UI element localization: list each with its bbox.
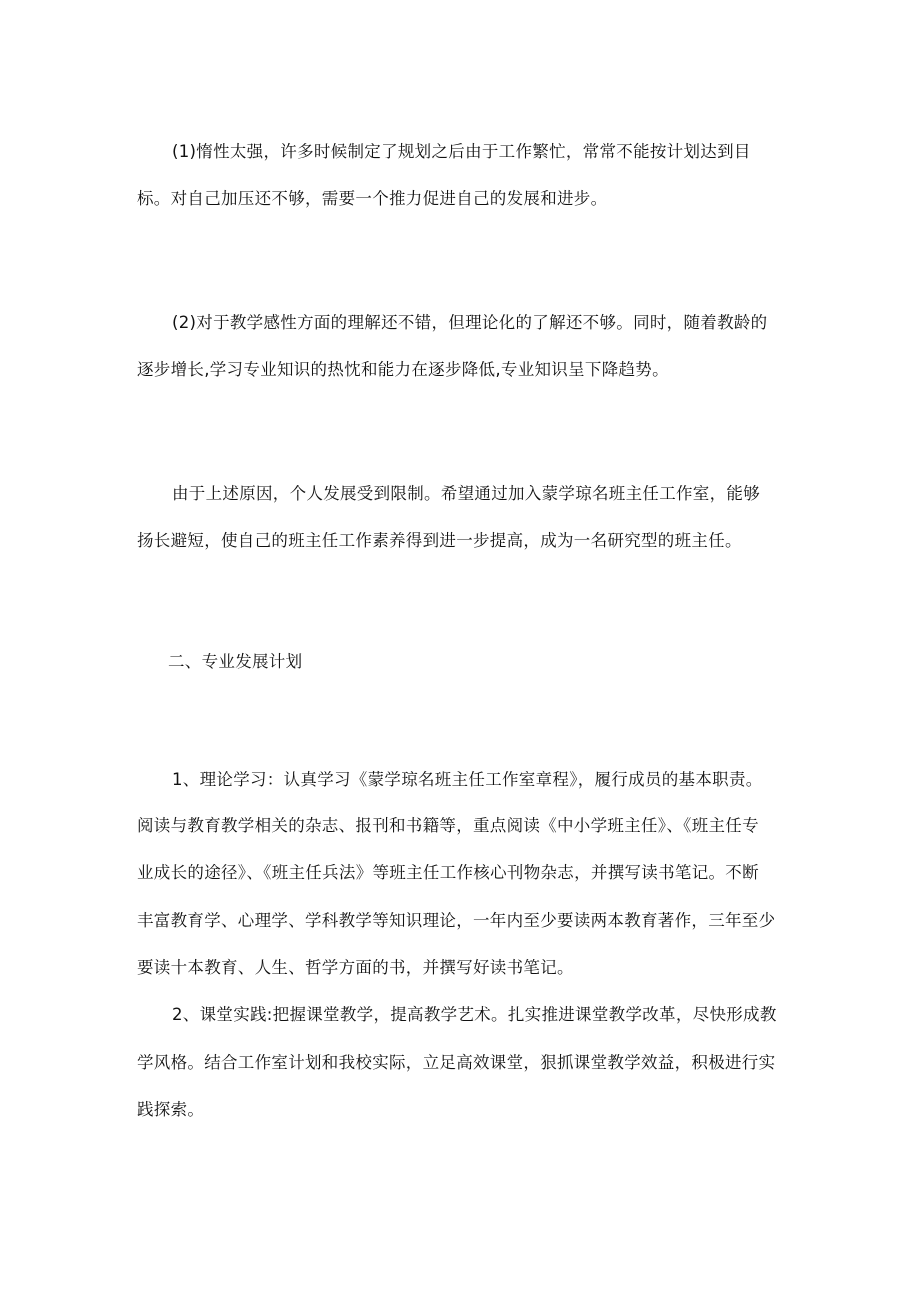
paragraph-line: 2、课堂实践:把握课堂教学，提高教学艺术。扎实推进课堂教学改革，尽快形成教 [172,1005,777,1024]
paragraph-line: 践探索。 [137,1100,205,1119]
paragraph-line: (1)惰性太强，许多时候制定了规划之后由于工作繁忙，常常不能按计划达到目 [172,142,751,161]
paragraph-line: 丰富教育学、心理学、学科教学等知识理论，一年内至少要读两本教育著作，三年至少 [137,911,776,930]
paragraph-line: 由于上述原因，个人发展受到限制。希望通过加入蒙学琼名班主任工作室，能够 [172,484,760,503]
heading-professional-development-plan: 二、专业发展计划 [168,652,303,671]
paragraph-line: 扬长避短，使自己的班主任工作素养得到进一步提高，成为一名研究型的班主任。 [137,531,742,550]
paragraph-line: 逐步增长,学习专业知识的热忱和能力在逐步降低,专业知识呈下降趋势。 [137,360,669,379]
paragraph-line: 学风格。结合工作室计划和我校实际，立足高效课堂，狠抓课堂教学效益，积极进行实 [137,1053,776,1072]
paragraph-line: 1、理论学习：认真学习《蒙学琼名班主任工作室章程》，履行成员的基本职责。 [172,770,763,789]
paragraph-line: 阅读与教育教学相关的杂志、报刊和书籍等，重点阅读《中小学班主任》、《班主任专 [137,816,759,835]
paragraph-line: 标。对自己加压还不够，需要一个推力促进自己的发展和进步。 [137,189,608,208]
paragraph-line: 要读十本教育、人生、哲学方面的书，并撰写好读书笔记。 [137,958,574,977]
paragraph-line: 业成长的途径》、《班主任兵法》等班主任工作核心刊物杂志，并撰写读书笔记。不断 [137,863,759,882]
paragraph-line: (2)对于教学感性方面的理解还不错，但理论化的了解还不够。同时，随着教龄的 [172,313,768,332]
